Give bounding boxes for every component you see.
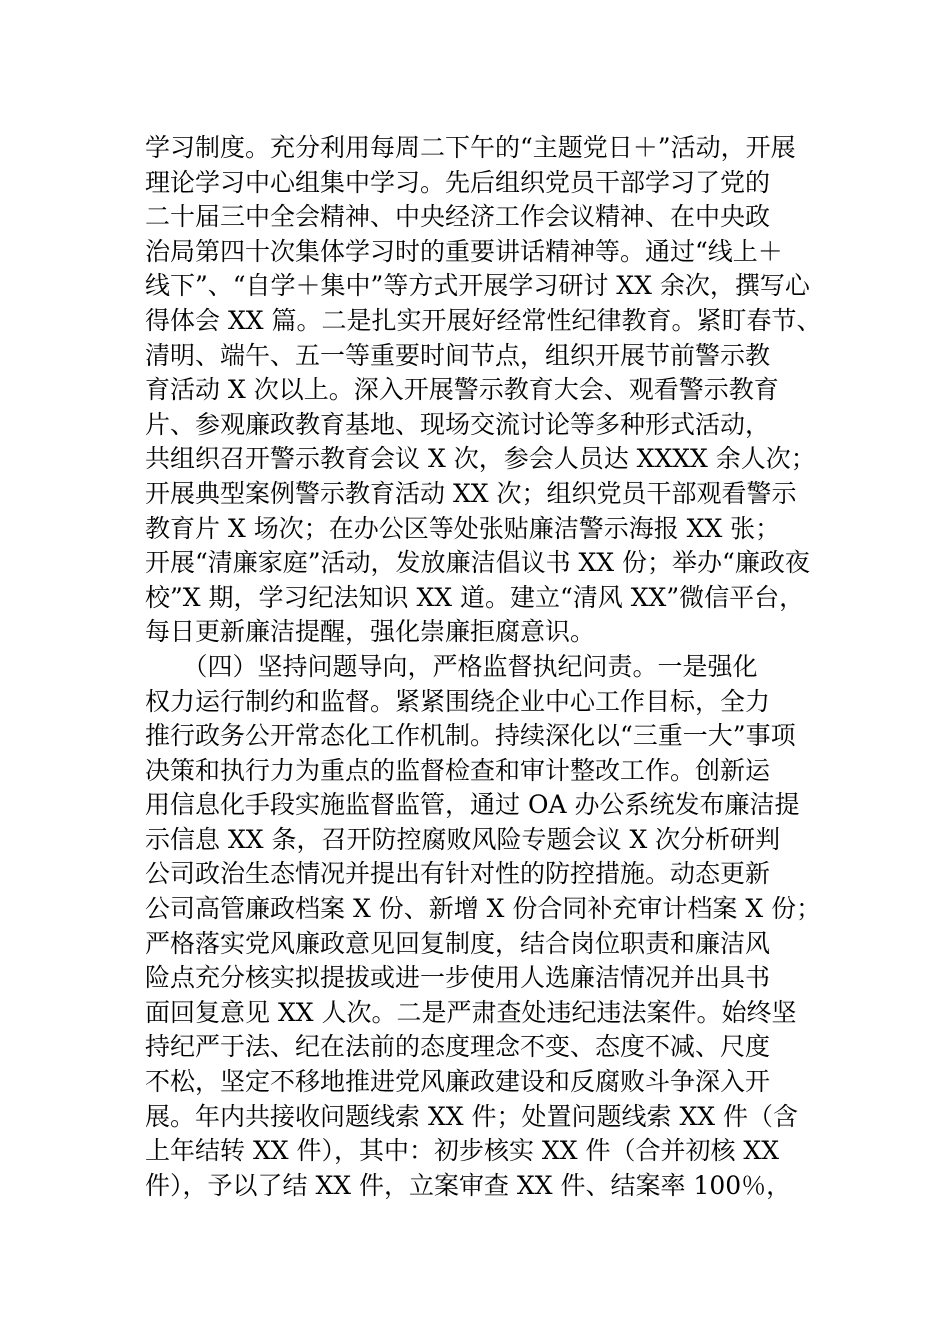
text-line: 展。年内共接收问题线索 XX 件；处置问题线索 XX 件（含: [145, 1101, 798, 1131]
text-line: 线下”、“自学＋集中”等方式开展学习研讨 XX 余次，撰写心: [145, 271, 810, 301]
text-line: 权力运行制约和监督。紧紧围绕企业中心工作目标，全力: [145, 686, 771, 716]
text-line: 面回复意见 XX 人次。二是严肃查处违纪违法案件。始终坚: [145, 997, 797, 1027]
text-line: 推行政务公开常态化工作机制。持续深化以“三重一大”事项: [145, 721, 796, 751]
text-line: 开展典型案例警示教育活动 XX 次；组织党员干部观看警示: [145, 478, 797, 508]
text-line: 不松，坚定不移地推进党风廉政建设和反腐败斗争深入开: [145, 1067, 771, 1097]
text-line: 公司政治生态情况并提出有针对性的防控措施。动态更新: [145, 859, 771, 889]
text-line: 用信息化手段实施监督监管，通过 OA 办公系统发布廉洁提: [145, 790, 800, 820]
text-line: 共组织召开警示教育会议 X 次，参会人员达 XXXX 余人次；: [145, 444, 816, 474]
document-body: [145, 131, 822, 1203]
text-line: 理论学习中心组集中学习。先后组织党员干部学习了党的: [145, 167, 771, 197]
text-line: 险点充分核实拟提拔或进一步使用人选廉洁情况并出具书: [145, 963, 771, 993]
text-line: 每日更新廉洁提醒，强化崇廉拒腐意识。: [145, 617, 596, 647]
text-line: 片、参观廉政教育基地、现场交流讨论等多种形式活动，: [145, 409, 771, 439]
text-line: 件），予以了结 XX 件，立案审查 XX 件、结案率 100％，: [145, 1170, 792, 1200]
text-line: 育活动 X 次以上。深入开展警示教育大会、观看警示教育: [145, 375, 779, 405]
text-line: 得体会 XX 篇。二是扎实开展好经常性纪律教育。紧盯春节、: [145, 305, 822, 335]
text-line: 决策和执行力为重点的监督检查和审计整改工作。创新运: [145, 755, 771, 785]
text-line: 持纪严于法、纪在法前的态度理念不变、态度不减、尺度: [145, 1032, 771, 1062]
text-line: 学习制度。充分利用每周二下午的“主题党日＋”活动，开展: [145, 133, 796, 162]
text-line: 上年结转 XX 件），其中：初步核实 XX 件（合并初核 XX: [145, 1136, 780, 1166]
text-line: 公司高管廉政档案 X 份、新增 X 份合同补充审计档案 X 份；: [145, 894, 822, 924]
text-line: 二十届三中全会精神、中央经济工作会议精神、在中央政: [145, 202, 771, 232]
section-heading-line: （四）坚持问题导向，严格监督执纪问责。一是强化: [145, 651, 758, 681]
text-line: 示信息 XX 条，召开防控腐败风险专题会议 X 次分析研判: [145, 824, 781, 854]
text-line: 教育片 X 场次；在办公区等处张贴廉洁警示海报 XX 张；: [145, 513, 781, 543]
text-line: 校”X 期，学习纪法知识 XX 道。建立“清风 XX”微信平台，: [145, 582, 805, 612]
text-line: 开展“清廉家庭”活动，发放廉洁倡议书 XX 份；举办“廉政夜: [145, 548, 810, 578]
text-line: 治局第四十次集体学习时的重要讲话精神等。通过“线上＋: [145, 236, 783, 266]
text-line: 清明、端午、五一等重要时间节点，组织开展节前警示教: [145, 340, 771, 370]
text-line: 严格落实党风廉政意见回复制度，结合岗位职责和廉洁风: [145, 928, 771, 958]
